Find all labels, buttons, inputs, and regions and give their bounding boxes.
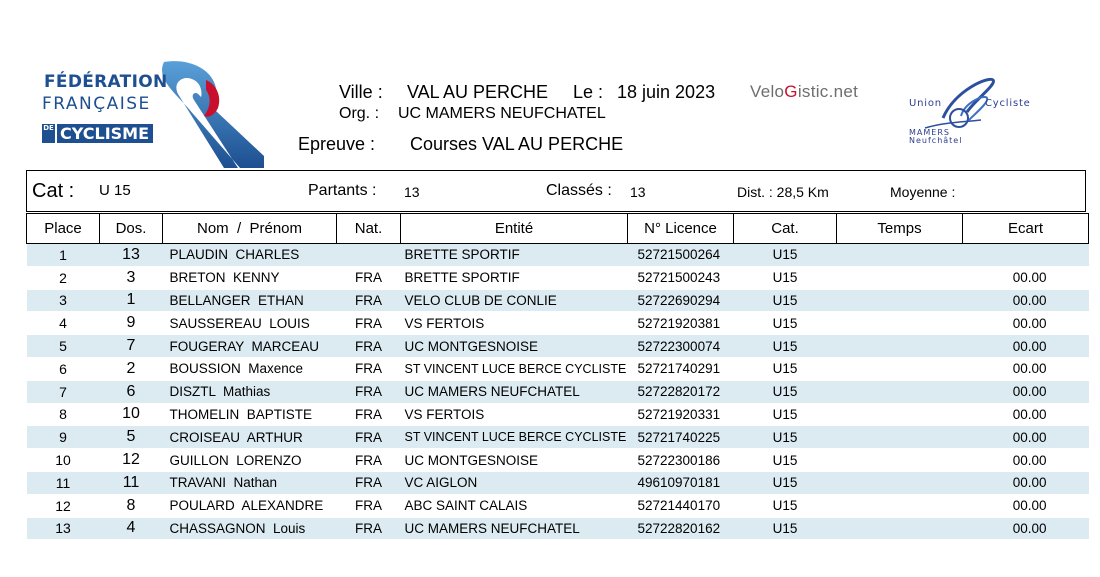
cell-ecart: 00.00 — [963, 517, 1089, 540]
cell-temps — [837, 335, 963, 358]
org-label: Org. : — [339, 105, 380, 122]
velogistic-brand — [750, 82, 858, 102]
cell-cat: U15 — [734, 517, 837, 540]
cell-temps — [837, 380, 963, 403]
club-cycliste: Cycliste — [985, 98, 1031, 109]
cell-entite: UC MONTGESNOISE — [401, 449, 628, 472]
cell-licence: 52721440170 — [628, 494, 734, 517]
table-row — [27, 471, 1089, 494]
cell-dos: 13 — [100, 244, 163, 267]
cell-place: 4 — [27, 312, 100, 335]
cell-dos: 4 — [100, 517, 163, 540]
cell-nat: FRA — [337, 357, 401, 380]
cell-place: 13 — [27, 517, 100, 540]
header-dos: Dos. — [100, 214, 163, 244]
cell-entite: VC AIGLON — [401, 471, 628, 494]
cell-dos: 7 — [100, 335, 163, 358]
cell-temps — [837, 426, 963, 449]
header-licence: N° Licence — [628, 214, 734, 244]
cell-nat: FRA — [337, 380, 401, 403]
cell-temps — [837, 312, 963, 335]
table-row — [27, 289, 1089, 312]
cell-dos: 10 — [100, 403, 163, 426]
cell-name: CHASSAGNON Louis — [163, 517, 337, 540]
cell-temps — [837, 517, 963, 540]
cell-place: 5 — [27, 335, 100, 358]
cell-licence: 52722690294 — [628, 289, 734, 312]
cell-entite: VELO CLUB DE CONLIE — [401, 289, 628, 312]
cell-place: 12 — [27, 494, 100, 517]
cell-nat: FRA — [337, 403, 401, 426]
ville-label: Ville : — [339, 82, 383, 102]
cell-dos: 8 — [100, 494, 163, 517]
cell-nat: FRA — [337, 335, 401, 358]
club-neufchatel: Neufchâtel — [909, 136, 963, 145]
cell-temps — [837, 494, 963, 517]
cell-ecart: 00.00 — [963, 426, 1089, 449]
cell-place: 7 — [27, 380, 100, 403]
cell-licence: 52721920331 — [628, 403, 734, 426]
cell-cat: U15 — [734, 380, 837, 403]
header-nat: Nat. — [337, 214, 401, 244]
cell-place: 10 — [27, 449, 100, 472]
cell-licence: 52722820172 — [628, 380, 734, 403]
club-union: Union — [909, 98, 942, 109]
cell-name: BELLANGER ETHAN — [163, 289, 337, 312]
cell-temps — [837, 471, 963, 494]
cell-dos: 6 — [100, 380, 163, 403]
cell-ecart: 00.00 — [963, 403, 1089, 426]
cell-entite: VS FERTOIS — [401, 403, 628, 426]
cell-entite: VS FERTOIS — [401, 312, 628, 335]
table-row — [27, 494, 1089, 517]
ville-value: VAL AU PERCHE — [407, 82, 549, 102]
cell-cat: U15 — [734, 244, 837, 267]
federation-line3: CYCLISME — [57, 124, 153, 143]
brand-post: istic.net — [797, 82, 859, 101]
cell-nat: FRA — [337, 289, 401, 312]
epreuve-value: Courses VAL AU PERCHE — [410, 134, 624, 154]
cell-entite: ABC SAINT CALAIS — [401, 494, 628, 517]
event-date: 18 juin 2023 — [617, 82, 716, 102]
cell-licence: 49610970181 — [628, 471, 734, 494]
cell-ecart: 00.00 — [963, 289, 1089, 312]
table-row — [27, 449, 1089, 472]
cell-nat: FRA — [337, 471, 401, 494]
cell-temps — [837, 403, 963, 426]
table-row — [27, 380, 1089, 403]
cell-licence: 52722300186 — [628, 449, 734, 472]
cell-nat: FRA — [337, 426, 401, 449]
cell-cat: U15 — [734, 312, 837, 335]
cell-dos: 5 — [100, 426, 163, 449]
cell-entite: ST VINCENT LUCE BERCE CYCLISTE — [401, 357, 628, 380]
federation-de-badge: DE — [42, 124, 55, 143]
cell-dos: 9 — [100, 312, 163, 335]
cell-cat: U15 — [734, 266, 837, 289]
cell-dos: 2 — [100, 357, 163, 380]
cell-name: PLAUDIN CHARLES — [163, 244, 337, 267]
epreuve-label: Epreuve : — [298, 134, 376, 154]
table-row — [27, 335, 1089, 358]
results-table — [26, 213, 1089, 540]
cell-cat: U15 — [734, 426, 837, 449]
cell-cat: U15 — [734, 403, 837, 426]
cell-place: 11 — [27, 471, 100, 494]
table-row — [27, 517, 1089, 540]
cell-cat: U15 — [734, 289, 837, 312]
cell-name: DISZTL Mathias — [163, 380, 337, 403]
date-label: Le : — [573, 82, 604, 102]
table-row — [27, 426, 1089, 449]
cell-temps — [837, 244, 963, 267]
cell-ecart: 00.00 — [963, 494, 1089, 517]
cell-licence: 52721740225 — [628, 426, 734, 449]
cell-licence: 52721500264 — [628, 244, 734, 267]
classes-label: Classés : — [546, 182, 612, 199]
cell-dos: 1 — [100, 289, 163, 312]
cell-place: 2 — [27, 266, 100, 289]
cell-cat: U15 — [734, 494, 837, 517]
distance-label: Dist. : 28,5 Km — [737, 184, 829, 200]
cell-name: THOMELIN BAPTISTE — [163, 403, 337, 426]
cell-name: SAUSSEREAU LOUIS — [163, 312, 337, 335]
cell-name: BRETON KENNY — [163, 266, 337, 289]
cell-entite: UC MAMERS NEUFCHATEL — [401, 517, 628, 540]
cell-nat: FRA — [337, 494, 401, 517]
cell-temps — [837, 289, 963, 312]
cell-temps — [837, 266, 963, 289]
cell-licence: 52721500243 — [628, 266, 734, 289]
cell-name: GUILLON LORENZO — [163, 449, 337, 472]
club-mamers: MAMERS — [909, 128, 950, 137]
results-body — [27, 244, 1089, 540]
cell-ecart — [963, 244, 1089, 267]
cell-place: 1 — [27, 244, 100, 267]
cell-licence: 52722820162 — [628, 517, 734, 540]
cell-cat: U15 — [734, 335, 837, 358]
cell-nat: FRA — [337, 449, 401, 472]
cell-ecart: 00.00 — [963, 357, 1089, 380]
cell-name: POULARD ALEXANDRE — [163, 494, 337, 517]
cell-licence: 52721920381 — [628, 312, 734, 335]
table-row — [27, 403, 1089, 426]
moyenne-label: Moyenne : — [890, 184, 956, 200]
header-ecart: Ecart — [963, 214, 1089, 244]
cell-ecart: 00.00 — [963, 449, 1089, 472]
cell-licence: 52722300074 — [628, 335, 734, 358]
cell-temps — [837, 357, 963, 380]
cell-cat: U15 — [734, 471, 837, 494]
cell-temps — [837, 449, 963, 472]
cell-nat — [337, 244, 401, 267]
cell-name: BOUSSION Maxence — [163, 357, 337, 380]
cell-dos: 12 — [100, 449, 163, 472]
cell-ecart: 00.00 — [963, 266, 1089, 289]
table-header-row — [27, 214, 1089, 244]
cell-entite: ST VINCENT LUCE BERCE CYCLISTE — [401, 426, 628, 449]
header-entite: Entité — [401, 214, 628, 244]
cell-nat: FRA — [337, 312, 401, 335]
brand-g: G — [784, 82, 798, 101]
table-row — [27, 312, 1089, 335]
cat-value: U 15 — [99, 182, 131, 199]
cell-ecart: 00.00 — [963, 335, 1089, 358]
cell-name: TRAVANI Nathan — [163, 471, 337, 494]
cell-entite: UC MAMERS NEUFCHATEL — [401, 380, 628, 403]
header-place: Place — [27, 214, 100, 244]
cell-place: 3 — [27, 289, 100, 312]
cell-name: CROISEAU ARTHUR — [163, 426, 337, 449]
partants-value: 13 — [404, 184, 420, 200]
federation-line1: FÉDÉRATION — [44, 72, 168, 92]
cell-dos: 3 — [100, 266, 163, 289]
cell-place: 8 — [27, 403, 100, 426]
cell-ecart: 00.00 — [963, 312, 1089, 335]
header-temps: Temps — [837, 214, 963, 244]
cell-nat: FRA — [337, 266, 401, 289]
header-cat: Cat. — [734, 214, 837, 244]
table-row — [27, 357, 1089, 380]
cell-cat: U15 — [734, 449, 837, 472]
cell-place: 9 — [27, 426, 100, 449]
cell-ecart: 00.00 — [963, 380, 1089, 403]
cell-dos: 11 — [100, 471, 163, 494]
table-row — [27, 266, 1089, 289]
cell-nat: FRA — [337, 517, 401, 540]
cell-licence: 52721740291 — [628, 357, 734, 380]
header-name: Nom / Prénom — [163, 214, 337, 244]
brand-pre: Velo — [750, 82, 785, 101]
classes-value: 13 — [630, 184, 646, 200]
cell-entite: BRETTE SPORTIF — [401, 244, 628, 267]
cell-ecart: 00.00 — [963, 471, 1089, 494]
org-value: UC MAMERS NEUFCHATEL — [398, 105, 606, 122]
cat-label: Cat : — [32, 180, 75, 202]
cell-entite: UC MONTGESNOISE — [401, 335, 628, 358]
federation-line2: FRANÇAISE — [42, 94, 151, 114]
cell-place: 6 — [27, 357, 100, 380]
cell-name: FOUGERAY MARCEAU — [163, 335, 337, 358]
cell-cat: U15 — [734, 357, 837, 380]
table-row — [27, 244, 1089, 267]
partants-label: Partants : — [308, 182, 377, 199]
cell-entite: BRETTE SPORTIF — [401, 266, 628, 289]
